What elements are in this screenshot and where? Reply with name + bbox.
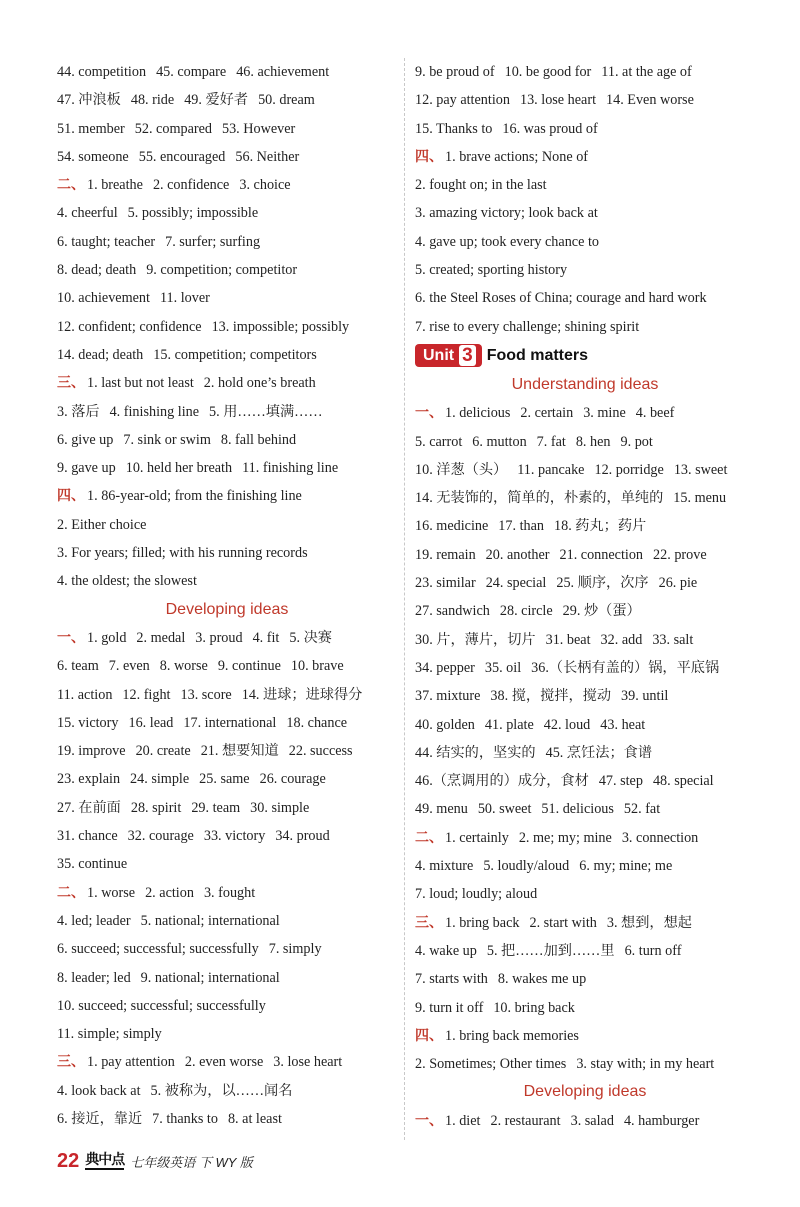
answer-item: 2. even worse xyxy=(184,1054,264,1071)
answer-item: 6. turn off xyxy=(624,942,682,959)
answer-item: 4. fit xyxy=(252,629,280,646)
answer-item: 13. lose heart xyxy=(519,92,597,109)
answer-line xyxy=(415,313,755,341)
answer-item: 12. pay attention xyxy=(415,92,510,109)
answer-item: 19. improve xyxy=(57,743,126,760)
answer-line xyxy=(415,824,755,852)
answer-item: 8. fall behind xyxy=(220,431,297,448)
answer-item: 11. pancake xyxy=(517,461,585,478)
answer-item: 23. explain xyxy=(57,771,121,788)
answer-item: 49. menu xyxy=(415,801,468,818)
answer-item: 31. chance xyxy=(57,828,118,845)
answer-line xyxy=(57,879,397,907)
page-number: 22 xyxy=(57,1149,80,1172)
answer-line xyxy=(57,58,397,86)
answer-line xyxy=(57,228,397,256)
answer-item: 29. 炒（蛋） xyxy=(562,603,641,620)
answer-item: 9. pot xyxy=(620,433,653,450)
answer-item: 11. lover xyxy=(159,290,210,307)
answer-line xyxy=(57,964,397,992)
answer-item: 4. beef xyxy=(635,405,675,422)
answer-line xyxy=(415,795,755,823)
answer-line xyxy=(57,567,397,595)
answer-item: 26. pie xyxy=(658,575,698,592)
answer-item: 2. confidence xyxy=(152,177,230,194)
answer-item: 3. For years; filled; with his running records xyxy=(57,545,308,562)
answer-line xyxy=(415,143,755,171)
answer-item: 44. 结实的，坚实的 xyxy=(415,744,536,761)
answer-item: 22. success xyxy=(288,743,353,760)
answer-item: 39. until xyxy=(621,688,669,705)
answer-item: 56. Neither xyxy=(235,148,300,165)
answer-item: 17. than xyxy=(498,518,544,535)
answer-item: 2. me; my; mine xyxy=(518,829,612,846)
answer-line xyxy=(415,937,755,965)
answer-item: 36.（长柄有盖的）锅，平底锅 xyxy=(531,659,720,676)
section-heading xyxy=(57,596,397,624)
answer-item: 7. starts with xyxy=(415,971,488,988)
answer-item: 13. sweet xyxy=(673,461,728,478)
answer-item: 14. 无装饰的，简单的，朴素的，单纯的 xyxy=(415,490,664,507)
answer-item: 4. cheerful xyxy=(57,205,118,222)
answer-item: 8. wakes me up xyxy=(497,971,587,988)
answer-item: 10. 洋葱（头） xyxy=(415,461,508,478)
answer-item: 47. 冲浪板 xyxy=(57,92,121,109)
answer-item: 3. amazing victory; look back at xyxy=(415,205,598,222)
answer-item: 6. team xyxy=(57,658,99,675)
answer-item: 1. breathe xyxy=(87,177,143,194)
answer-item: 7. sink or swim xyxy=(123,431,211,448)
answer-line xyxy=(57,511,397,539)
answer-item: 11. simple; simply xyxy=(57,1026,162,1043)
exercise-marker: 一、 xyxy=(57,629,85,646)
answer-item: 32. courage xyxy=(127,828,194,845)
answer-item: 12. fight xyxy=(122,686,171,703)
answer-item: 10. succeed; successful; successfully xyxy=(57,997,266,1014)
answer-item: 1. worse xyxy=(87,884,136,901)
answer-item: 25. 顺序，次序 xyxy=(556,575,649,592)
answer-item: 3. choice xyxy=(239,177,291,194)
answer-item: 2. certain xyxy=(520,405,574,422)
answer-item: 1. last but not least xyxy=(87,375,194,392)
answer-line xyxy=(57,313,397,341)
answer-item: 5. created; sporting history xyxy=(415,262,568,279)
answer-item: 4. finishing line xyxy=(109,403,200,420)
answer-item: 1. diet xyxy=(445,1112,481,1129)
answer-item: 2. medal xyxy=(136,629,186,646)
answer-item: 1. pay attention xyxy=(87,1054,175,1071)
answer-item: 15. menu xyxy=(673,490,727,507)
answer-line xyxy=(57,737,397,765)
answer-item: 4. led; leader xyxy=(57,912,131,929)
answer-item: 5. possibly; impossible xyxy=(127,205,259,222)
answer-item: 18. chance xyxy=(286,714,348,731)
answer-line xyxy=(57,426,397,454)
publisher-logo: 典中点 xyxy=(85,1152,125,1168)
column-divider xyxy=(404,58,405,1140)
answer-line xyxy=(57,143,397,171)
exercise-marker: 三、 xyxy=(57,1054,85,1071)
answer-line xyxy=(415,682,755,710)
answer-line xyxy=(57,115,397,143)
answer-item: 53. However xyxy=(221,120,296,137)
answer-item: 2. fought on; in the last xyxy=(415,177,547,194)
answer-item: 11. action xyxy=(57,686,113,703)
answer-line xyxy=(57,284,397,312)
answer-item: 45. compare xyxy=(156,64,227,80)
answer-item: 9. national; international xyxy=(140,969,280,986)
answer-item: 34. pepper xyxy=(415,659,475,676)
answer-line xyxy=(415,965,755,993)
section-heading xyxy=(415,1078,755,1106)
answer-line xyxy=(415,456,755,484)
answer-line xyxy=(415,994,755,1022)
answer-item: 11. at the age of xyxy=(601,64,692,80)
answer-item: 45. 烹饪法；食谱 xyxy=(545,744,653,761)
answer-line xyxy=(415,711,755,739)
answer-item: 33. salt xyxy=(652,631,694,648)
answer-line xyxy=(415,1107,755,1135)
answer-item: 17. international xyxy=(183,714,277,731)
answer-line xyxy=(415,58,755,86)
answer-item: 6. taught; teacher xyxy=(57,233,156,250)
answer-item: 10. brave xyxy=(290,658,344,675)
answer-item: 4. mixture xyxy=(415,858,474,875)
answer-line xyxy=(57,822,397,850)
answer-line xyxy=(415,852,755,880)
answer-item: 5. 用……填满…… xyxy=(209,403,323,420)
exercise-marker: 四、 xyxy=(57,488,85,505)
answer-line xyxy=(57,199,397,227)
answer-item: 48. ride xyxy=(130,92,175,109)
answer-line xyxy=(415,228,755,256)
answer-line xyxy=(415,767,755,795)
answer-item: 5. 把……加到……里 xyxy=(486,942,615,959)
book-title: 七年级英语 下 WY 版 xyxy=(130,1154,253,1170)
section-heading xyxy=(415,371,755,399)
answer-line xyxy=(415,739,755,767)
answer-line xyxy=(415,569,755,597)
answer-item: 11. finishing line xyxy=(242,460,339,477)
answer-item: 28. circle xyxy=(499,603,553,620)
answer-item: 1. bring back xyxy=(445,914,520,931)
answer-line xyxy=(415,115,755,143)
answer-item: 6. my; mine; me xyxy=(579,858,673,875)
answer-item: 16. medicine xyxy=(415,518,489,535)
answer-item: 12. confident; confidence xyxy=(57,318,202,335)
unit-label: Unit xyxy=(423,346,455,364)
answer-item: 1. delicious xyxy=(445,405,511,422)
answer-item: 3. stay with; in my heart xyxy=(576,1056,715,1073)
answer-item: 38. 搅，搅拌，搅动 xyxy=(490,688,612,705)
answer-line xyxy=(57,681,397,709)
answer-line xyxy=(415,484,755,512)
answer-item: 7. surfer; surfing xyxy=(165,233,261,250)
answer-line xyxy=(57,624,397,652)
answer-item: 2. hold one’s breath xyxy=(203,375,316,392)
answer-line xyxy=(57,454,397,482)
answer-line xyxy=(415,199,755,227)
answer-item: 49. 爱好者 xyxy=(184,92,249,109)
answer-item: 6. succeed; successful; successfully xyxy=(57,941,259,958)
exercise-marker: 三、 xyxy=(415,914,443,931)
section-title: Understanding ideas xyxy=(511,375,659,393)
answer-line xyxy=(57,539,397,567)
answer-item: 47. step xyxy=(598,773,643,790)
exercise-marker: 三、 xyxy=(57,375,85,392)
answer-item: 5. loudly/aloud xyxy=(483,858,570,875)
answer-item: 8. hen xyxy=(575,433,611,450)
answer-line xyxy=(57,256,397,284)
answer-line xyxy=(415,399,755,427)
answer-item: 3. mine xyxy=(583,405,626,422)
answer-item: 15. Thanks to xyxy=(415,120,493,137)
answer-item: 7. even xyxy=(108,658,150,675)
answer-line xyxy=(57,171,397,199)
section-title: Developing ideas xyxy=(165,600,289,618)
answer-line xyxy=(415,880,755,908)
right-column xyxy=(415,58,755,1135)
answer-item: 9. gave up xyxy=(57,460,116,477)
answer-item: 51. member xyxy=(57,120,125,137)
answer-item: 44. competition xyxy=(57,64,147,80)
answer-item: 33. victory xyxy=(203,828,266,845)
answer-line xyxy=(415,626,755,654)
unit-number: 3 xyxy=(459,345,476,366)
answer-line xyxy=(57,907,397,935)
answer-item: 31. beat xyxy=(545,631,591,648)
answer-line xyxy=(57,369,397,397)
answer-line xyxy=(57,1105,397,1133)
answer-item: 3. connection xyxy=(621,829,699,846)
answer-item: 7. fat xyxy=(536,433,566,450)
answer-item: 30. 片，薄片，切片 xyxy=(415,631,536,648)
answer-item: 3. fought xyxy=(203,884,256,901)
answer-line xyxy=(57,86,397,114)
answer-item: 5. 被称为，以……闻名 xyxy=(150,1082,293,1099)
answer-item: 15. competition; competitors xyxy=(153,346,317,363)
answer-item: 24. simple xyxy=(130,771,190,788)
answer-item: 8. at least xyxy=(227,1110,282,1127)
exercise-marker: 一、 xyxy=(415,405,443,422)
answer-item: 9. be proud of xyxy=(415,64,495,80)
answer-item: 4. gave up; took every chance to xyxy=(415,233,599,250)
answer-line xyxy=(57,709,397,737)
answer-item: 14. dead; death xyxy=(57,346,144,363)
answer-item: 5. carrot xyxy=(415,433,463,450)
answer-item: 8. worse xyxy=(159,658,208,675)
answer-item: 2. action xyxy=(145,884,194,901)
answer-item: 3. proud xyxy=(195,629,243,646)
answer-item: 48. special xyxy=(652,773,714,790)
answer-item: 13. score xyxy=(180,686,232,703)
answer-item: 28. spirit xyxy=(130,799,182,816)
answer-line xyxy=(57,1020,397,1048)
page-footer xyxy=(57,1148,253,1174)
answer-item: 26. courage xyxy=(259,771,326,788)
answer-line xyxy=(57,652,397,680)
answer-item: 15. victory xyxy=(57,714,119,731)
exercise-marker: 四、 xyxy=(415,148,443,165)
answer-item: 21. connection xyxy=(559,546,644,563)
answer-item: 54. someone xyxy=(57,148,129,165)
answer-item: 13. impossible; possibly xyxy=(211,318,350,335)
unit-title: Food matters xyxy=(486,346,589,364)
answer-item: 7. simply xyxy=(268,941,322,958)
unit-badge xyxy=(415,344,482,367)
answer-item: 18. 药丸；药片 xyxy=(554,518,647,535)
answer-line xyxy=(57,935,397,963)
answer-item: 14. Even worse xyxy=(606,92,694,109)
answer-item: 27. sandwich xyxy=(415,603,490,620)
answer-item: 42. loud xyxy=(543,716,591,733)
answer-item: 6. 接近，靠近 xyxy=(57,1110,143,1127)
answer-item: 8. dead; death xyxy=(57,262,137,279)
answer-item: 23. similar xyxy=(415,575,476,592)
exercise-marker: 二、 xyxy=(57,884,85,901)
answer-item: 34. proud xyxy=(275,828,330,845)
answer-item: 6. the Steel Roses of China; courage and hard work xyxy=(415,290,707,307)
answer-item: 41. plate xyxy=(484,716,534,733)
answer-item: 16. lead xyxy=(128,714,174,731)
answer-item: 20. create xyxy=(135,743,191,760)
answer-item: 1. bring back memories xyxy=(445,1027,579,1044)
answer-item: 3. 落后 xyxy=(57,403,100,420)
answer-line xyxy=(415,284,755,312)
answer-line xyxy=(57,482,397,510)
answer-item: 5. 决赛 xyxy=(289,629,332,646)
answer-line xyxy=(57,341,397,369)
answer-line xyxy=(57,765,397,793)
answer-item: 4. the oldest; the slowest xyxy=(57,573,197,590)
answer-item: 14. 进球；进球得分 xyxy=(241,686,363,703)
answer-item: 1. 86-year-old; from the finishing line xyxy=(87,488,302,505)
answer-item: 7. thanks to xyxy=(152,1110,218,1127)
answer-line xyxy=(415,428,755,456)
answer-line xyxy=(415,86,755,114)
answer-item: 4. hamburger xyxy=(623,1112,700,1129)
answer-item: 32. add xyxy=(600,631,643,648)
answer-item: 35. oil xyxy=(484,659,522,676)
answer-line xyxy=(415,541,755,569)
answer-item: 37. mixture xyxy=(415,688,481,705)
exercise-marker: 二、 xyxy=(415,829,443,846)
exercise-marker: 一、 xyxy=(415,1112,443,1129)
answer-line xyxy=(57,992,397,1020)
answer-item: 52. compared xyxy=(134,120,212,137)
answer-item: 25. same xyxy=(199,771,250,788)
answer-line xyxy=(415,1022,755,1050)
answer-item: 4. look back at xyxy=(57,1082,141,1099)
answer-item: 55. encouraged xyxy=(138,148,226,165)
exercise-marker: 四、 xyxy=(415,1027,443,1044)
section-title: Developing ideas xyxy=(523,1083,647,1101)
answer-item: 1. gold xyxy=(87,629,127,646)
answer-item: 51. delicious xyxy=(541,801,614,818)
answer-line xyxy=(57,1048,397,1076)
answer-item: 3. 想到，想起 xyxy=(606,914,692,931)
answer-item: 16. was proud of xyxy=(502,120,598,137)
answer-item: 10. bring back xyxy=(493,999,575,1016)
answer-item: 30. simple xyxy=(250,799,310,816)
answer-item: 10. held her breath xyxy=(125,460,233,477)
answer-line xyxy=(415,597,755,625)
answer-line xyxy=(415,512,755,540)
answer-item: 2. Either choice xyxy=(57,516,147,533)
answer-item: 50. sweet xyxy=(477,801,532,818)
answer-line xyxy=(415,256,755,284)
answer-item: 5. national; international xyxy=(140,912,280,929)
answer-item: 12. porridge xyxy=(594,461,664,478)
answer-item: 52. fat xyxy=(623,801,661,818)
answer-item: 2. restaurant xyxy=(490,1112,561,1129)
answer-line xyxy=(57,794,397,822)
answer-item: 3. salad xyxy=(570,1112,614,1129)
answer-item: 43. heat xyxy=(600,716,646,733)
answer-line xyxy=(415,1050,755,1078)
answer-item: 6. mutton xyxy=(472,433,527,450)
answer-item: 50. dream xyxy=(258,92,315,109)
answer-item: 29. team xyxy=(191,799,241,816)
answer-item: 22. prove xyxy=(653,546,707,563)
unit-heading xyxy=(415,341,755,371)
answer-line xyxy=(415,171,755,199)
answer-item: 21. 想要知道 xyxy=(200,743,279,760)
answer-item: 8. leader; led xyxy=(57,969,131,986)
answer-item: 27. 在前面 xyxy=(57,799,121,816)
answer-item: 9. continue xyxy=(217,658,281,675)
answer-line xyxy=(415,909,755,937)
answer-item: 19. remain xyxy=(415,546,476,563)
answer-line xyxy=(57,850,397,878)
answer-item: 2. Sometimes; Other times xyxy=(415,1056,567,1073)
answer-item: 6. give up xyxy=(57,431,114,448)
answer-item: 7. rise to every challenge; shining spirit xyxy=(415,318,640,335)
answer-item: 1. certainly xyxy=(445,829,509,846)
answer-item: 46. achievement xyxy=(236,64,330,80)
answer-item: 10. achievement xyxy=(57,290,150,307)
answer-item: 1. brave actions; None of xyxy=(445,148,589,165)
answer-line xyxy=(415,654,755,682)
answer-item: 4. wake up xyxy=(415,942,477,959)
answer-item: 40. golden xyxy=(415,716,475,733)
answer-item: 20. another xyxy=(485,546,550,563)
answer-item: 9. turn it off xyxy=(415,999,484,1016)
answer-line xyxy=(57,1077,397,1105)
answer-item: 2. start with xyxy=(529,914,597,931)
answer-line xyxy=(57,398,397,426)
answer-item: 3. lose heart xyxy=(273,1054,343,1071)
left-column xyxy=(57,58,397,1133)
answer-item: 46.（烹调用的）成分，食材 xyxy=(415,773,589,790)
answer-item: 10. be good for xyxy=(504,64,592,80)
answer-item: 7. loud; loudly; aloud xyxy=(415,886,538,903)
answer-item: 35. continue xyxy=(57,856,128,873)
answer-item: 24. special xyxy=(485,575,547,592)
answer-item: 9. competition; competitor xyxy=(146,262,298,279)
exercise-marker: 二、 xyxy=(57,177,85,194)
